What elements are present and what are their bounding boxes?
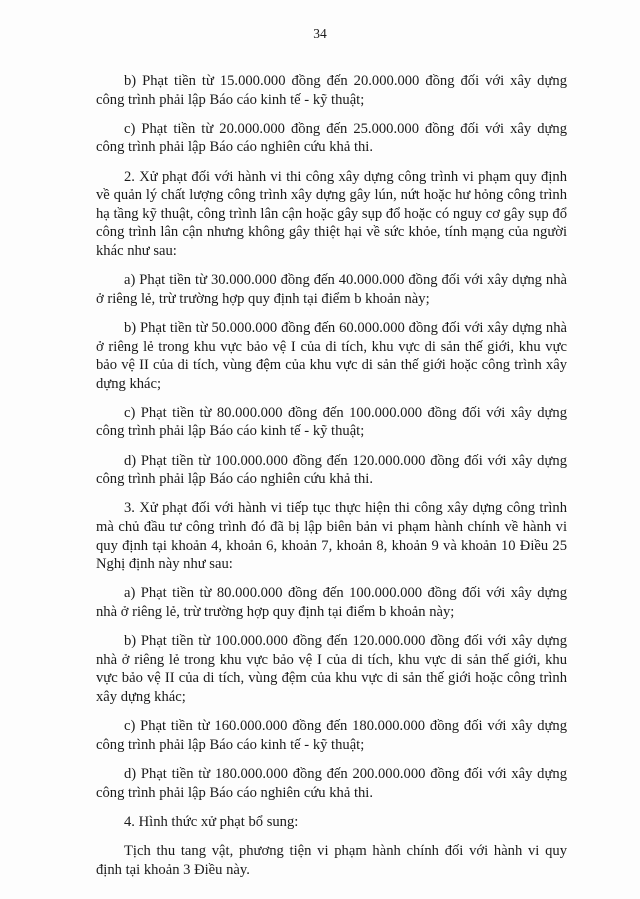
paragraph-4-body: Tịch thu tang vật, phương tiện vi phạm hành chính đối với hành vi quy định tại khoản 3 Điều này. [96, 842, 567, 878]
paragraph-3b: b) Phạt tiền từ 100.000.000 đồng đến 120.000.000 đồng đối với xây dựng nhà ở riêng lẻ trong khu vực bảo vệ I của di tích, khu vực di sản thế giới, khu vực bảo vệ II của di tích, vùng đệm của khu vực di sản thế giới hoặc công trình xây dựng khác; [96, 633, 567, 705]
paragraph-2c: c) Phạt tiền từ 80.000.000 đồng đến 100.000.000 đồng đối với xây dựng công trình phải lập Báo cáo kinh tế - kỹ thuật; [96, 404, 567, 440]
paragraph-1c: c) Phạt tiền từ 20.000.000 đồng đến 25.000.000 đồng đối với xây dựng công trình phải lập Báo cáo nghiên cứu khả thi. [96, 120, 567, 156]
document-body [96, 72, 567, 890]
paragraph-2-heading: 2. Xử phạt đối với hành vi thi công xây dựng công trình vi phạm quy định về quản lý chất lượng công trình xây dựng gây lún, nứt hoặc hư hỏng công trình hạ tầng kỹ thuật, công trình lân cận hoặc gây sụp đổ hoặc có nguy cơ gây sụp đổ công trình lân cận nhưng không gây thiệt hại về sức khỏe, tính mạng của người khác như sau: [96, 168, 567, 259]
paragraph-1b: b) Phạt tiền từ 15.000.000 đồng đến 20.000.000 đồng đối với xây dựng công trình phải lập Báo cáo kinh tế - kỹ thuật; [96, 73, 567, 108]
page-number: 34 [313, 26, 327, 41]
paragraph-3a: a) Phạt tiền từ 80.000.000 đồng đến 100.000.000 đồng đối với xây dựng nhà ở riêng lẻ, trừ trường hợp quy định tại điểm b khoản này; [96, 585, 567, 620]
paragraph-2d: d) Phạt tiền từ 100.000.000 đồng đến 120.000.000 đồng đối với xây dựng công trình phải lập Báo cáo nghiên cứu khả thi. [96, 452, 567, 488]
paragraph-3c: c) Phạt tiền từ 160.000.000 đồng đến 180.000.000 đồng đối với xây dựng công trình phải lập Báo cáo kinh tế - kỹ thuật; [96, 718, 567, 753]
paragraph-2a: a) Phạt tiền từ 30.000.000 đồng đến 40.000.000 đồng đối với xây dựng nhà ở riêng lẻ, trừ trường hợp quy định tại điểm b khoản này; [96, 272, 567, 307]
paragraph-4-heading: 4. Hình thức xử phạt bổ sung: [124, 813, 299, 830]
paragraph-2b: b) Phạt tiền từ 50.000.000 đồng đến 60.000.000 đồng đối với xây dựng nhà ở riêng lẻ trong khu vực bảo vệ I của di tích, khu vực di sản thế giới, khu vực bảo vệ II của di tích, vùng đệm của khu vực di sản thế giới hoặc công trình xây dựng khác; [96, 319, 567, 392]
paragraph-3d: d) Phạt tiền từ 180.000.000 đồng đến 200.000.000 đồng đối với xây dựng công trình phải lập Báo cáo nghiên cứu khả thi. [96, 765, 567, 801]
paragraph-3-heading: 3. Xử phạt đối với hành vi tiếp tục thực hiện thi công xây dựng công trình mà chủ đầu tư công trình đó đã bị lập biên bản vi phạm hành chính về hành vi quy định tại khoản 4, khoản 6, khoản 7, khoản 8, khoản 9 và khoản 10 Điều 25 Nghị định này như sau: [96, 500, 567, 573]
